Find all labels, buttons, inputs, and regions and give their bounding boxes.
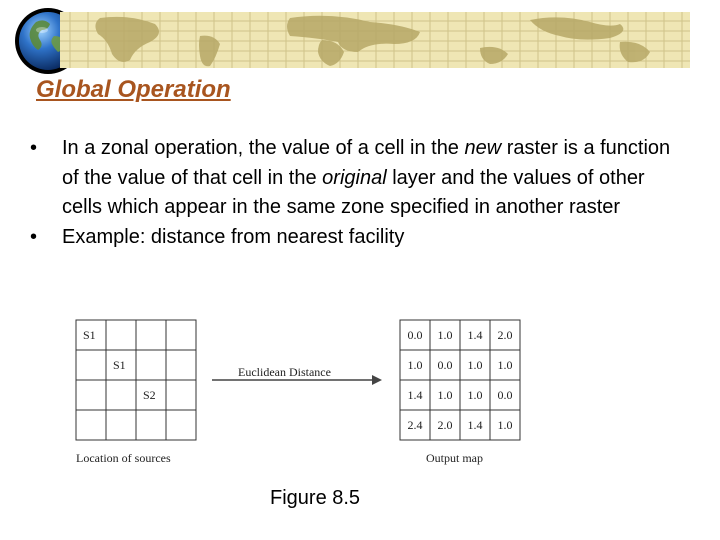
source-grid-caption: Location of sources [76, 451, 171, 465]
output-grid-cell-value: 2.4 [407, 418, 423, 432]
output-grid-cell-value: 1.0 [497, 358, 513, 372]
output-grid-cell-value: 0.0 [407, 328, 423, 342]
source-grid-cell [166, 380, 196, 410]
source-grid-cell [136, 350, 166, 380]
output-grid-cell-value: 1.0 [467, 358, 483, 372]
bullet-text: In a zonal operation, the value of a cell in the new raster is a function of the value of that cell in the original layer and the values of other cells which appear in the same zone specified in another raster [62, 137, 671, 218]
output-grid-cell-value: 0.0 [437, 358, 453, 372]
source-grid [76, 320, 196, 440]
source-grid-cell [166, 350, 196, 380]
figure-8-5 [60, 308, 540, 478]
bullet-item [30, 223, 680, 253]
output-grid-cell-value: 1.0 [497, 418, 513, 432]
source-grid-cell [106, 410, 136, 440]
source-grid-cell [136, 410, 166, 440]
source-grid-cell [136, 320, 166, 350]
source-grid-cell-value: S1 [83, 328, 96, 342]
bullet-item [30, 134, 680, 223]
output-grid-cell-value: 0.0 [497, 388, 513, 402]
output-grid-cell-value: 1.0 [407, 358, 423, 372]
bullet-marker: • [30, 225, 38, 248]
source-grid-cell [76, 410, 106, 440]
source-grid-cell-value: S1 [113, 358, 126, 372]
bullet-marker: • [30, 137, 38, 159]
output-grid-cell-value: 2.0 [497, 328, 513, 342]
source-grid-cell [166, 320, 196, 350]
output-grid-cell-value: 1.0 [437, 388, 453, 402]
output-grid-caption: Output map [426, 451, 483, 465]
output-grid-cell-value: 1.0 [437, 328, 453, 342]
source-grid-cell [166, 410, 196, 440]
bullet-list [30, 134, 680, 252]
world-map-banner [60, 12, 690, 68]
source-grid-cell [76, 380, 106, 410]
source-grid-cell [106, 320, 136, 350]
figure-caption: Figure 8.5 [270, 487, 361, 509]
output-grid-cell-value: 1.4 [467, 328, 483, 342]
output-grid-cell-value: 1.4 [467, 418, 483, 432]
arrow-head [372, 375, 382, 385]
bullet-text: Example: distance from nearest facility [62, 225, 405, 248]
output-grid [400, 320, 520, 440]
output-grid-cell-value: 1.4 [407, 388, 423, 402]
source-grid-cell-value: S2 [143, 388, 156, 402]
output-grid-cell-value: 2.0 [437, 418, 453, 432]
source-grid-cell [76, 350, 106, 380]
source-grid-cell [106, 380, 136, 410]
slide-title: Global Operation [36, 76, 231, 103]
output-grid-cell-value: 1.0 [467, 388, 483, 402]
arrow-label: Euclidean Distance [238, 365, 331, 379]
